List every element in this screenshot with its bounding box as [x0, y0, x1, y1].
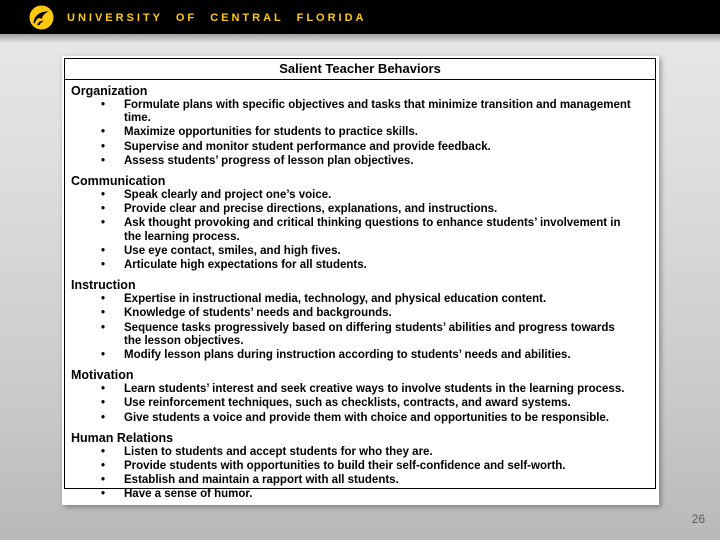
header-shadow	[0, 34, 720, 43]
section-heading: Motivation	[71, 368, 134, 383]
section-instruction	[69, 278, 649, 362]
section-heading: Instruction	[71, 278, 136, 293]
bullet-item: • Give students a voice and provide them with choice and opportunities to be responsible.	[69, 412, 649, 425]
section-heading: Organization	[71, 84, 148, 98]
slide-content-panel	[62, 56, 659, 505]
bullet-item: • Ask thought provoking and critical thinking questions to enhance students’ involvement in the learning process.	[69, 217, 649, 243]
bullet-item: • Modify lesson plans during instruction according to students’ needs and abilities.	[69, 349, 649, 362]
bullet-item: • Knowledge of students’ needs and backgrounds.	[69, 307, 649, 320]
bullet-item: • Use eye contact, smiles, and high fives.	[69, 245, 649, 258]
section-organization	[69, 84, 649, 168]
bullet-item: • Provide clear and precise directions, explanations, and instructions.	[69, 203, 649, 216]
table-title: Salient Teacher Behaviors	[65, 59, 655, 80]
bullet-item: • Listen to students and accept students for who they are.	[69, 446, 649, 459]
bullet-item: • Speak clearly and project one’s voice.	[69, 189, 649, 202]
page-number: 26	[691, 512, 705, 526]
bullet-item: • Learn students’ interest and seek creative ways to involve students in the learning process.	[69, 383, 649, 396]
bullet-item: • Articulate high expectations for all students.	[69, 259, 649, 272]
bullet-list	[69, 383, 649, 425]
section-heading: Communication	[71, 174, 166, 189]
bullet-item: • Assess students’ progress of lesson plan objectives.	[69, 155, 649, 168]
bullet-item: • Have a sense of humor.	[69, 488, 649, 501]
bullet-list	[69, 446, 649, 502]
section-heading: Human Relations	[71, 430, 174, 445]
bullet-item: • Sequence tasks progressively based on differing students’ abilities and progress towards the lesson objectives.	[69, 322, 649, 348]
bullet-item: • Use reinforcement techniques, such as checklists, contracts, and award systems.	[69, 397, 649, 410]
section-human-relations	[69, 431, 649, 502]
section-motivation	[69, 368, 649, 425]
bullet-item: • Expertise in instructional media, technology, and physical education content.	[69, 293, 649, 306]
bullet-list	[69, 189, 649, 272]
bullet-item: • Formulate plans with specific objectives and tasks that minimize transition and management time.	[69, 99, 649, 125]
table-body	[65, 80, 655, 502]
bullet-item: • Provide students with opportunities to build their self-confidence and self-worth.	[69, 460, 649, 473]
ucf-pegasus-logo-icon	[28, 4, 55, 31]
bullet-list	[69, 99, 649, 168]
bullet-item: • Establish and maintain a rapport with all students.	[69, 474, 649, 487]
behaviors-table	[64, 58, 656, 501]
header-bar	[0, 0, 720, 34]
bullet-item: • Maximize opportunities for students to practice skills.	[69, 126, 649, 139]
section-communication	[69, 174, 649, 272]
bullet-list	[69, 293, 649, 362]
bullet-item: • Supervise and monitor student performance and provide feedback.	[69, 141, 649, 154]
university-name: UNIVERSITY OF CENTRAL FLORIDA	[67, 11, 367, 24]
